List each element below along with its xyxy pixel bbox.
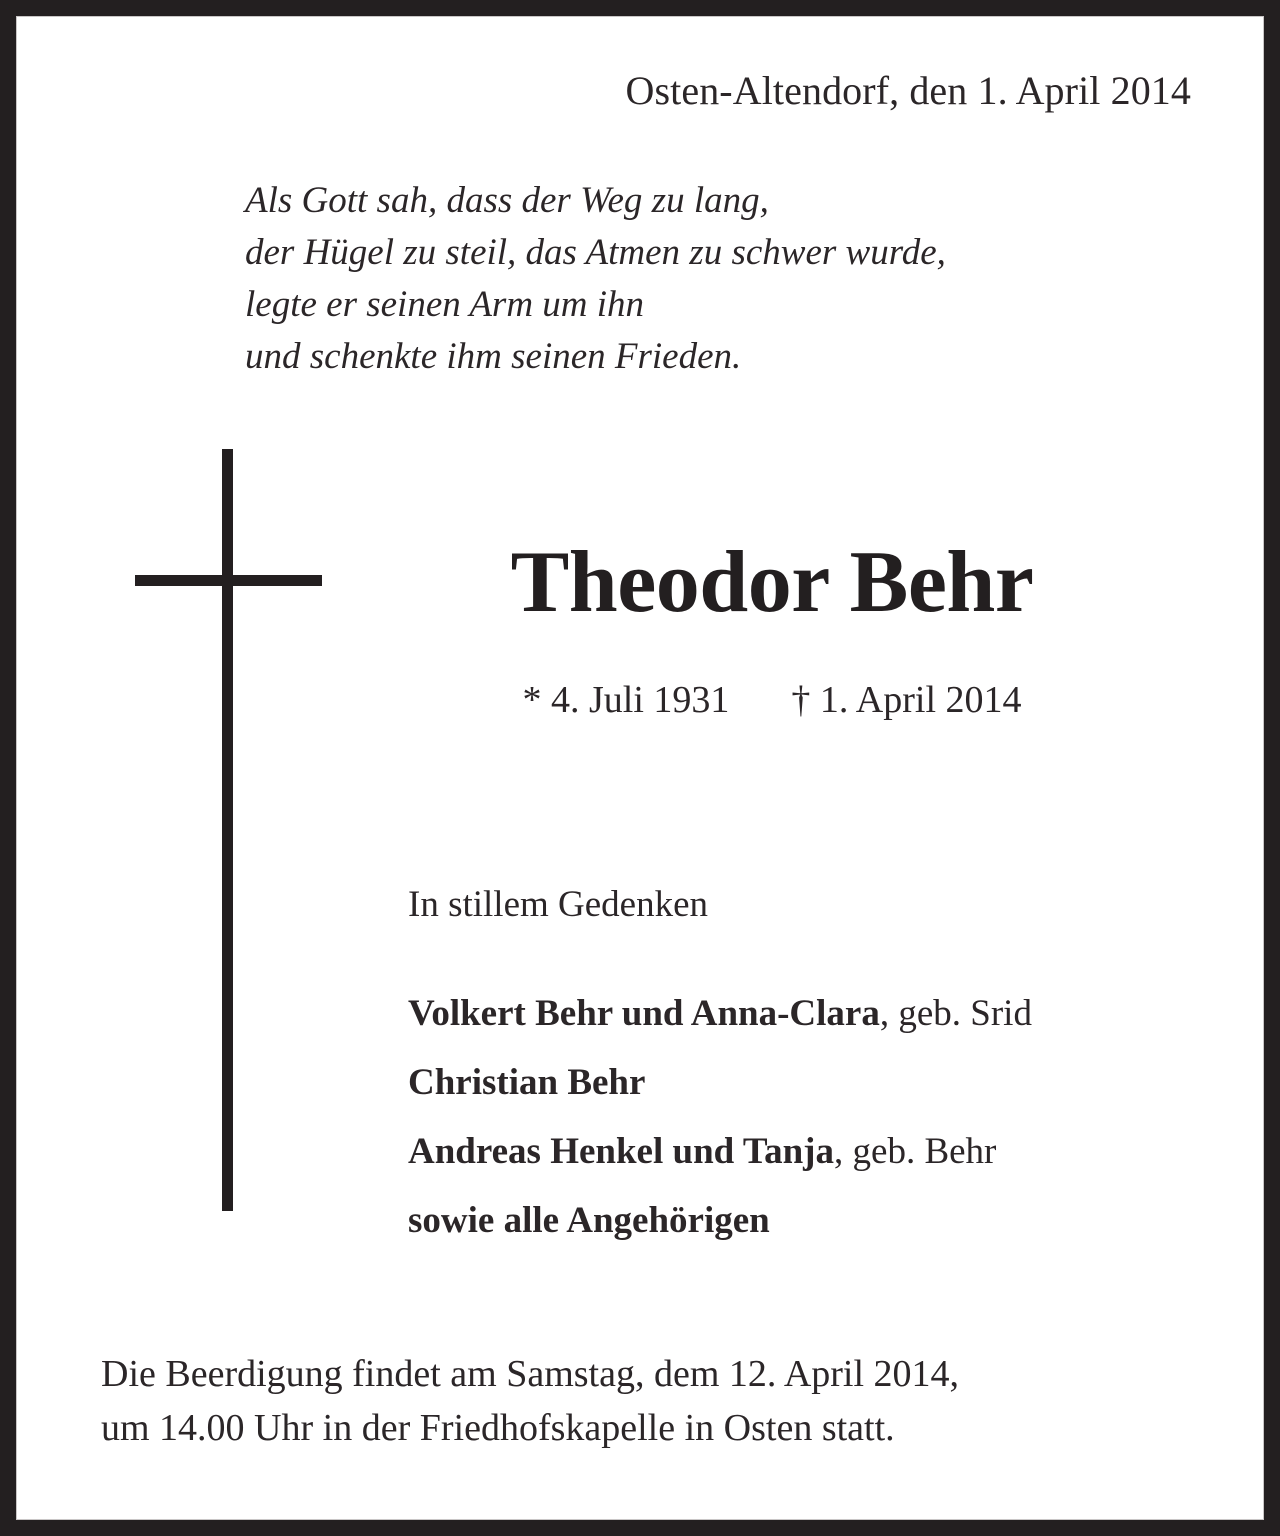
- verse-line-2: der Hügel zu steil, das Atmen zu schwer wurde,: [245, 232, 946, 273]
- death-date: † 1. April 2014: [791, 679, 1022, 721]
- funeral-line-1: Die Beerdigung findet am Samstag, dem 12. April 2014,: [101, 1353, 960, 1395]
- mourner-row: [408, 1186, 1032, 1255]
- header-place-date: Osten-Altendorf, den 1. April 2014: [625, 68, 1191, 113]
- verse-line-3: legte er seinen Arm um ihn: [245, 284, 645, 325]
- mourner-row: [408, 1048, 1032, 1117]
- mourner-row: [408, 979, 1032, 1048]
- life-dates: [347, 680, 1197, 722]
- mourner-name: Christian Behr: [408, 1062, 646, 1103]
- mourner-name: sowie alle Angehörigen: [408, 1200, 770, 1241]
- deceased-name: Theodor Behr: [510, 534, 1034, 631]
- verse-line-4: und schenkte ihm seinen Frieden.: [245, 336, 742, 377]
- mourner-name: Andreas Henkel und Tanja: [408, 1131, 835, 1172]
- notice-sheet: [17, 17, 1263, 1519]
- funeral-details: [101, 1347, 959, 1455]
- latin-cross-icon: [118, 432, 338, 1222]
- verse-line-1: Als Gott sah, dass der Weg zu lang,: [245, 180, 769, 221]
- birth-date: * 4. Juli 1931: [522, 679, 730, 721]
- cross-vertical-bar: [222, 449, 233, 1211]
- mourner-nee: , geb. Srid: [879, 993, 1032, 1034]
- mourner-nee: , geb. Behr: [834, 1131, 997, 1172]
- cross-horizontal-bar: [135, 575, 322, 586]
- mourner-row: [408, 1117, 1032, 1186]
- mourner-name: Volkert Behr und Anna-Clara: [408, 993, 880, 1034]
- mourners-list: [408, 979, 1032, 1255]
- memorial-verse: [245, 175, 946, 383]
- memorial-lead-text: In stillem Gedenken: [408, 884, 709, 925]
- funeral-line-2: um 14.00 Uhr in der Friedhofskapelle in Osten statt.: [101, 1407, 895, 1449]
